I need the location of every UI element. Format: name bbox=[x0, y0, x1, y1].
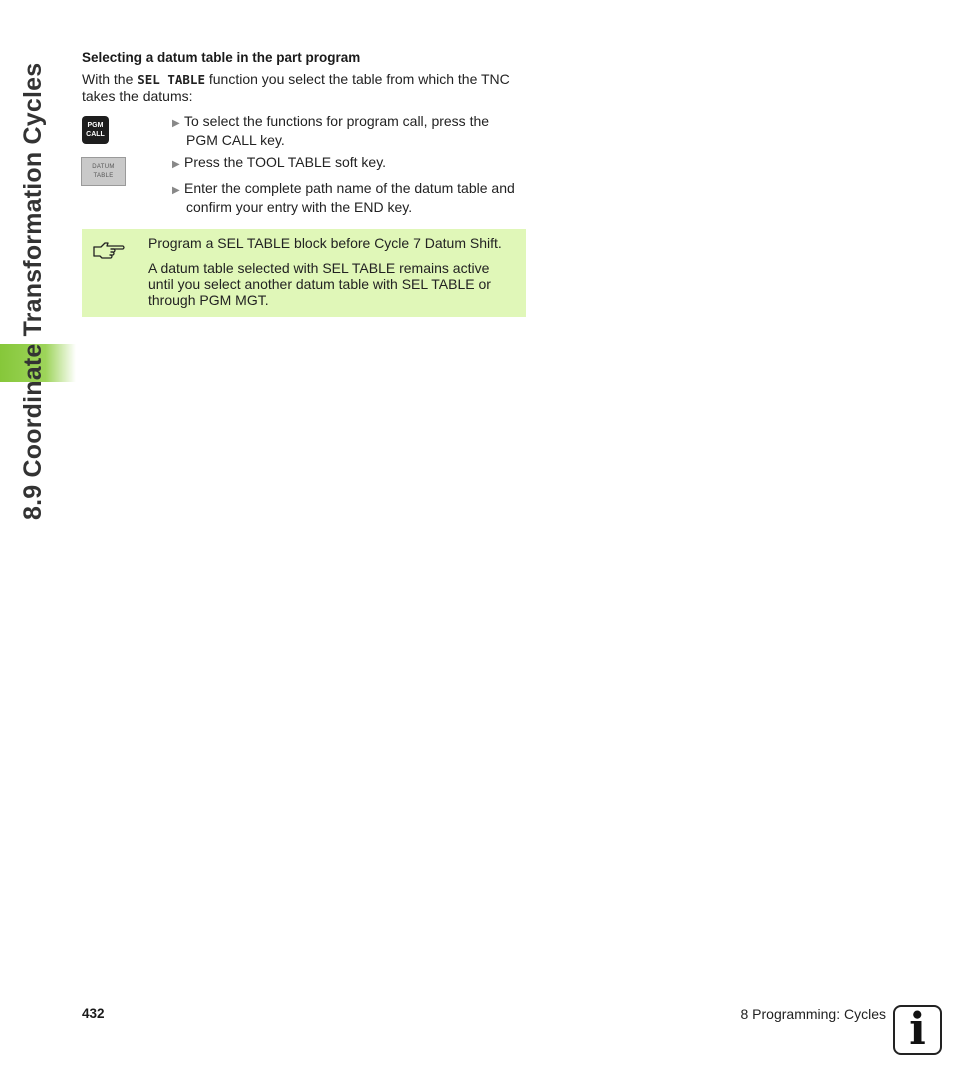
triangle-right-icon: ▶ bbox=[172, 118, 180, 129]
note-paragraph: A datum table selected with SEL TABLE remains active until you select another datum table with SEL TABLE or through PGM MGT. bbox=[148, 260, 491, 308]
pointing-hand-icon bbox=[92, 239, 126, 261]
step-text-line1: Enter the complete path name of the datum table and bbox=[184, 180, 515, 196]
softkey-line2: TABLE bbox=[93, 172, 114, 179]
intro-text-before: With the bbox=[82, 71, 138, 87]
step-text-line1: To select the functions for program call, press the bbox=[184, 113, 490, 129]
intro-text-after: function you select the table from which the TNC takes the datums: bbox=[82, 71, 510, 104]
step-text-line2: PGM CALL key. bbox=[186, 132, 285, 148]
page-number: 432 bbox=[82, 1006, 105, 1021]
note-paragraph: Program a SEL TABLE block before Cycle 7 Datum Shift. bbox=[148, 235, 502, 251]
step-item bbox=[172, 154, 532, 173]
pgm-call-key-line1: PGM bbox=[87, 122, 104, 129]
triangle-right-icon: ▶ bbox=[172, 159, 180, 170]
info-icon: i bbox=[893, 1005, 942, 1055]
triangle-right-icon: ▶ bbox=[172, 185, 180, 196]
pgm-call-key-line2: CALL bbox=[86, 131, 105, 138]
step-item bbox=[172, 180, 532, 215]
step-item bbox=[172, 113, 532, 148]
note-box bbox=[82, 229, 526, 317]
footer-chapter: 8 Programming: Cycles bbox=[740, 1006, 886, 1022]
step-text-line1: Press the TOOL TABLE soft key. bbox=[184, 154, 387, 170]
chapter-side-title: 8.9 Coordinate Transformation Cycles bbox=[19, 62, 47, 520]
step-text-line2: confirm your entry with the END key. bbox=[186, 199, 413, 215]
intro-code: SEL TABLE bbox=[137, 72, 205, 87]
section-heading: Selecting a datum table in the part program bbox=[82, 50, 361, 65]
intro-paragraph bbox=[82, 71, 532, 104]
softkey-line1: DATUM bbox=[92, 163, 115, 170]
datum-table-softkey bbox=[81, 157, 126, 186]
pgm-call-key bbox=[82, 116, 109, 144]
